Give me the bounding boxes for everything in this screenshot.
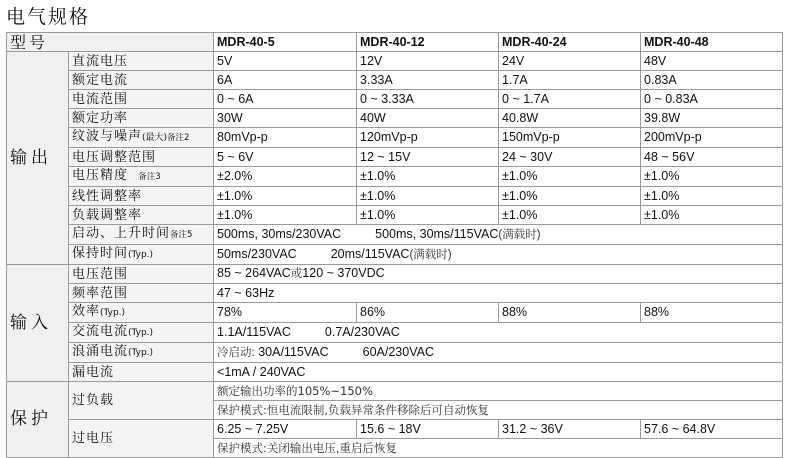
table-cell-merged: <1mA / 240VAC [214,363,783,382]
table-cell: 5V [214,52,357,71]
table-cell: 150mVp-p [499,128,641,148]
table-cell: ±1.0% [499,206,641,225]
value-b: 60A/230VAC [362,344,434,359]
row-label-sub: (Typ.) [100,308,126,318]
row-label-sub: (最大) [142,133,168,143]
table-row [7,303,783,323]
value-a: 1.1A/115VAC [217,325,291,339]
model-header: MDR-40-5 [214,33,357,52]
table-cell: 6A [214,71,357,90]
table-row [7,206,783,225]
table-row [7,225,783,245]
table-row [7,167,783,187]
row-label-text: 效率 [72,304,101,319]
table-cell: 15.6 ~ 18V [357,420,499,439]
table-row [7,265,783,284]
row-label [69,128,214,148]
table-cell: ±1.0% [641,167,783,187]
table-cell: 12 ~ 15V [357,148,499,167]
row-label: 额定功率 [69,109,214,128]
model-label: 型号 [7,33,214,52]
table-row [7,109,783,128]
table-cell: ±1.0% [214,206,357,225]
row-label-text: 交流电流 [72,324,129,339]
table-row [7,343,783,363]
table-cell-merged: 保护模式:关闭输出电压,重启后恢复 [214,439,783,458]
table-cell: 0 ~ 1.7A [499,90,641,109]
page-title: 电气规格 [6,6,91,28]
row-label [69,245,214,265]
table-cell: ±1.0% [357,187,499,206]
table-cell: 3.33A [357,71,499,90]
table-cell: ±1.0% [641,187,783,206]
table-row [7,128,783,148]
value-b: 20ms/115VAC [330,246,410,261]
table-cell: 0 ~ 3.33A [357,90,499,109]
row-label-note: 备注2 [167,133,190,143]
table-row [7,323,783,343]
table-cell: 0.83A [641,71,783,90]
table-row [7,187,783,206]
row-label: 频率范围 [69,284,214,303]
group-output: 输出 [7,52,69,265]
table-cell: 78% [214,303,357,323]
table-cell: 40W [357,109,499,128]
table-row [7,284,783,303]
table-cell-merged [214,245,783,265]
value-a: 50ms/230VAC [217,246,297,261]
table-cell: 12V [357,52,499,71]
row-label-text: 保持时间 [72,246,129,261]
row-label: 额定电流 [69,71,214,90]
table-cell: 40.8W [499,109,641,128]
table-cell: ±1.0% [499,187,641,206]
value-a: 500ms, 30ms/230VAC [217,226,342,241]
table-row [7,420,783,439]
table-cell: 5 ~ 6V [214,148,357,167]
table-cell: 24 ~ 30V [499,148,641,167]
table-cell-merged: 额定输出功率的105%~150% [214,382,783,401]
value-cn: 冷启动: [217,346,255,359]
table-cell: 80mVp-p [214,128,357,148]
table-row [7,52,783,71]
value-a: 30A/115VAC [258,344,329,359]
table-row [7,71,783,90]
table-cell: ±1.0% [641,206,783,225]
value-b-cn: (满载时) [409,248,452,261]
table-cell: ±1.0% [214,187,357,206]
row-label [69,303,214,323]
table-cell: ±2.0% [214,167,357,187]
table-cell: 86% [357,303,499,323]
model-header: MDR-40-12 [357,33,499,52]
table-cell: 39.8W [641,109,783,128]
table-cell-merged [214,323,783,343]
model-header: MDR-40-48 [641,33,783,52]
row-label: 负载调整率 [69,206,214,225]
table-cell-merged: 47 ~ 63Hz [214,284,783,303]
table-cell-merged: 保护模式:恒电流限制,负载异常条件移除后可自动恢复 [214,401,783,420]
value-b: 0.7A/230VAC [324,325,400,339]
table-cell-merged [214,343,783,363]
table-row [7,382,783,401]
table-cell: 0 ~ 0.83A [641,90,783,109]
spec-table [6,32,783,458]
table-row [7,90,783,109]
row-label [69,343,214,363]
row-label-note: 备注3 [138,172,161,182]
row-label: 漏电流 [69,363,214,382]
value-cn: 或 [290,268,303,280]
row-label: 过电压 [69,420,214,458]
model-header: MDR-40-24 [499,33,641,52]
row-label [69,323,214,343]
table-cell: 6.25 ~ 7.25V [214,420,357,439]
table-row [7,245,783,265]
table-cell: 88% [641,303,783,323]
table-cell: 0 ~ 6A [214,90,357,109]
table-cell: ±1.0% [357,206,499,225]
table-cell: 31.2 ~ 36V [499,420,641,439]
table-cell: 48V [641,52,783,71]
group-input: 输入 [7,265,69,382]
table-cell: ±1.0% [357,167,499,187]
table-cell: 57.6 ~ 64.8V [641,420,783,439]
table-cell-merged [214,225,783,245]
row-label-text: 纹波与噪声 [72,129,143,144]
table-cell: 30W [214,109,357,128]
table-cell: 200mVp-p [641,128,783,148]
value-b: 120 ~ 370VDC [302,266,385,280]
row-label-sub: (Typ.) [128,348,154,358]
row-label: 电流范围 [69,90,214,109]
row-label-text: 浪涌电流 [72,344,129,359]
group-protection: 保护 [7,382,69,458]
table-cell: 48 ~ 56V [641,148,783,167]
row-label: 直流电压 [69,52,214,71]
value-b: 500ms, 30ms/115VAC [375,226,499,241]
row-label: 电压范围 [69,265,214,284]
table-row [7,148,783,167]
row-label-note: 备注5 [170,230,193,240]
row-label: 线性调整率 [69,187,214,206]
row-label [69,225,214,245]
header-row [7,33,783,52]
table-cell: 24V [499,52,641,71]
value-a: 85 ~ 264VAC [217,266,291,280]
table-cell: 120mVp-p [357,128,499,148]
row-label [69,167,214,187]
row-label-text: 启动、上升时间 [72,226,171,241]
row-label-text: 电压精度 [72,168,129,183]
row-label-sub: (Typ.) [128,250,154,260]
row-label-sub: (Typ.) [128,328,154,338]
row-label: 电压调整范围 [69,148,214,167]
table-cell: ±1.0% [499,167,641,187]
table-row [7,363,783,382]
row-label: 过负载 [69,382,214,420]
table-cell: 1.7A [499,71,641,90]
table-cell-merged [214,265,783,284]
table-cell: 88% [499,303,641,323]
value-b-cn: (满载时) [498,228,541,241]
